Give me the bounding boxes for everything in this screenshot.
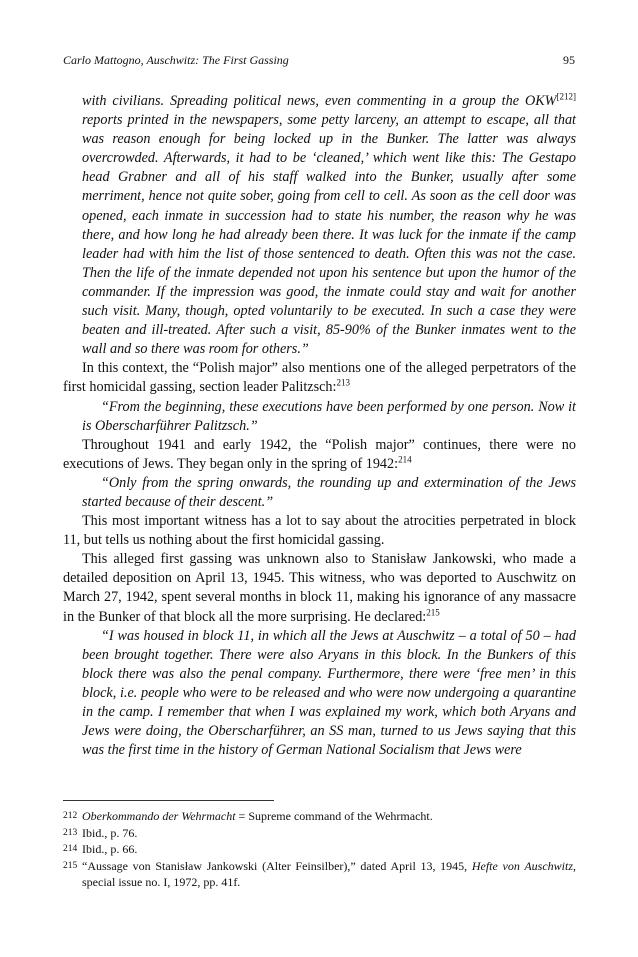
- footnote-number: 213: [63, 827, 78, 838]
- footnote: [63, 841, 576, 858]
- footnote-number: 215: [63, 860, 78, 871]
- footnotes: [63, 808, 576, 891]
- quote-text: “I was housed in block 11, in which all the Jews at Auschwitz – a total of 50 – had been brought together. There were also Aryans in this block. In the Bunkers of this block there was also the penal company. Furthermore, there were ‘free men’ in this block, i.e. people who were to be released and who were now undergoing a quarantine in the camp. I remember that when I was explained my work, which both Aryans and Jews were doing, the Oberscharführer, an SS man, turned to us Jews saying that this was the first time in the history of German National Socialism that Jews were: [82, 627, 576, 759]
- footnote-text: Ibid., p. 76.: [82, 825, 138, 840]
- footnote-number: 214: [63, 844, 78, 855]
- paragraph-text: This most important witness has a lot to say about the atrocities perpetrated in block 11, but tells us nothing about the first homicidal gassing.: [63, 513, 576, 549]
- block-quote: [63, 398, 576, 436]
- main-text: [63, 92, 576, 760]
- footnote-ref: 213: [336, 377, 350, 388]
- paragraph-text: This alleged first gassing was unknown also to Stanisław Jankowski, who made a detailed deposition on April 13, 1945. This witness, who was deported to Auschwitz on March 27, 1942, spent several months in block 11, making his ignorance of any massacre in the Bunker of that block all the more surprising. He declared:: [63, 551, 576, 625]
- footnote-italic: Oberkommando der Wehrmacht: [82, 809, 236, 823]
- footnote-ref: 214: [398, 454, 412, 465]
- footnote-text: “Aussage von Stanisław Jankowski (Alter Feinsilber),” dated April 13, 1945,: [82, 858, 472, 873]
- paragraph: [63, 359, 576, 397]
- paragraph-text: Throughout 1941 and early 1942, the “Polish major” continues, there were no executions of Jews. They began only in the spring of 1942:: [63, 436, 576, 472]
- block-quote: [63, 474, 576, 512]
- footnote-text: = Supreme command of the Wehrmacht.: [235, 809, 433, 823]
- footnote-divider: [63, 800, 274, 801]
- quote-text: reports printed in the newspapers, some petty larceny, an attempt to escape, all that was reason enough for being locked up in the Bunker. The latter was always overcrowded. Afterwards, it had to be ‘cleaned,’ which went like this: The Gestapo head Grabner and all of his staff walked into the Bunker, usually after some merriment, hence not quite sober, going from cell to cell. As soon as the cell door was opened, each inmate in succession had to state his number, the reason why he was there, and how long he had already been there. It was luck for the inmate if the camp leader had with him the list of those sentenced to death. Often this was not the case. Then the life of the inmate depended not upon his sentence but upon the humor of the commander. If the impression was good, the inmate could stay and wait for another such visit. Many, though, opted voluntarily to be executed. In such a case they were beaten and ill-treated. After such a visit, 85-90% of the Bunker inmates went to the wall and so there was room for others.”: [82, 112, 576, 358]
- block-quote: [63, 92, 576, 359]
- footnote-text: Ibid., p. 66.: [82, 842, 138, 857]
- footnote-text: , special issue no. I, 1972, pp. 41f.: [82, 858, 577, 890]
- footnote-italic: Hefte von Auschwitz: [471, 858, 574, 873]
- quote-text: “Only from the spring onwards, the rounding up and extermination of the Jews started because of their descent.”: [82, 474, 576, 510]
- footnote-ref: 215: [426, 606, 440, 617]
- block-quote: [63, 627, 576, 761]
- paragraph-text: In this context, the “Polish major” also mentions one of the alleged perpetrators of the first homicidal gassing, section leader Palitzsch:: [63, 360, 576, 396]
- footnote: [63, 858, 576, 891]
- paragraph: [63, 512, 576, 550]
- paragraph: [63, 436, 576, 474]
- footnote: [63, 808, 576, 825]
- footnote-ref: [212]: [556, 91, 576, 102]
- quote-text: “From the beginning, these executions have been performed by one person. Now it is Oberscharführer Palitzsch.”: [82, 398, 576, 434]
- running-title: Carlo Mattogno, Auschwitz: The First Gassing: [63, 53, 289, 67]
- running-header: [63, 53, 575, 69]
- page-number: 95: [563, 53, 575, 67]
- footnote: [63, 825, 576, 842]
- paragraph: [63, 550, 576, 626]
- quote-text: with civilians. Spreading political news, even commenting in a group the OKW: [82, 93, 557, 109]
- footnote-number: 212: [63, 811, 78, 821]
